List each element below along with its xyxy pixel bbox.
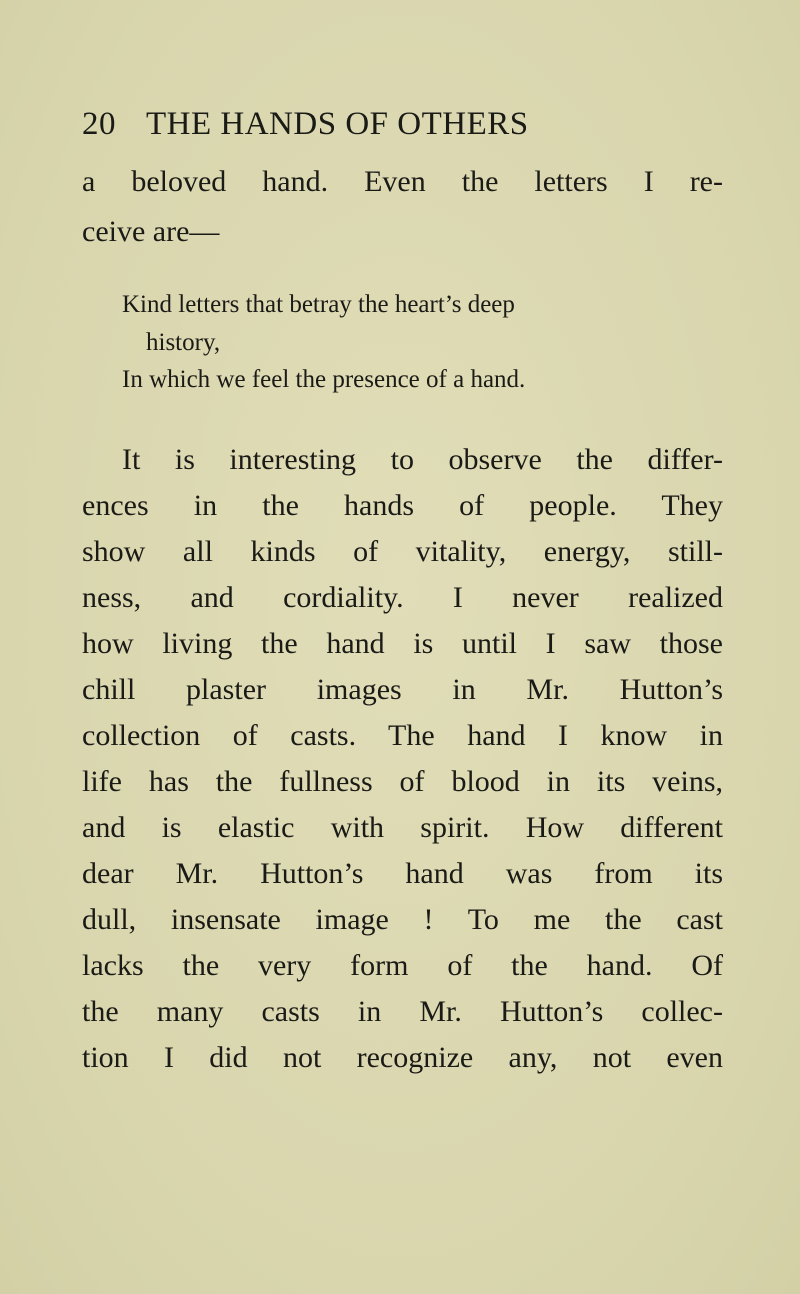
verse-line: Kind letters that betray the heart’s deep	[122, 291, 515, 318]
text-line: a beloved hand. Even the letters I re-	[82, 165, 723, 198]
text-line: ences in the hands of people. They	[82, 489, 723, 522]
page-number: 20	[82, 106, 116, 142]
text-line: and is elastic with spirit. How different	[82, 811, 723, 844]
verse-line: In which we feel the presence of a hand.	[122, 366, 526, 393]
text-line: It is interesting to observe the differ-	[122, 443, 723, 476]
text-line: dear Mr. Hutton’s hand was from its	[82, 857, 723, 890]
text-line: show all kinds of vitality, energy, still-	[82, 535, 723, 568]
text-line: lacks the very form of the hand. Of	[82, 949, 723, 982]
text-line: tion I did not recognize any, not even	[82, 1041, 723, 1074]
running-head	[82, 104, 722, 144]
running-title: THE HANDS OF OTHERS	[146, 106, 529, 142]
text-line: ceive are—	[82, 215, 220, 248]
text-line: ness, and cordiality. I never realized	[82, 581, 723, 614]
verse-line: history,	[146, 329, 221, 356]
text-line: how living the hand is until I saw those	[82, 627, 723, 660]
text-line: chill plaster images in Mr. Hutton’s	[82, 673, 723, 706]
text-line: the many casts in Mr. Hutton’s collec-	[82, 995, 723, 1028]
text-line: life has the fullness of blood in its veins,	[82, 765, 723, 798]
text-line: dull, insensate image ! To me the cast	[82, 903, 723, 936]
text-line: collection of casts. The hand I know in	[82, 719, 723, 752]
